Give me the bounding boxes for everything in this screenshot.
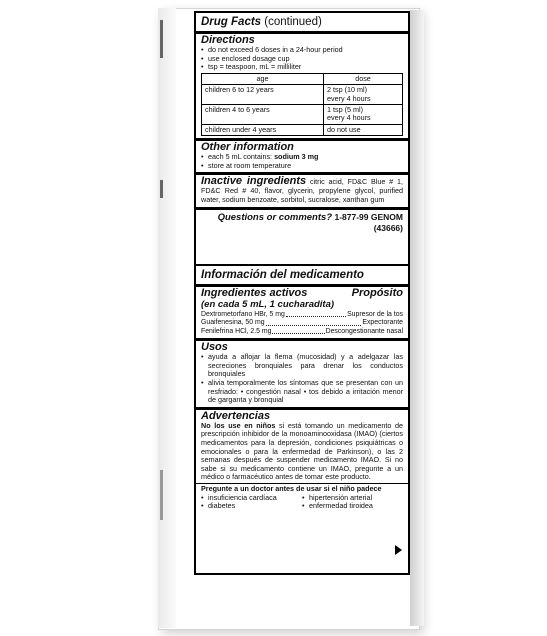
directions-heading: Directions (201, 34, 255, 46)
side-print-mark (160, 20, 163, 58)
side-print-mark (160, 180, 163, 198)
advertencias-section: Advertencias No los use en niños si está tomando un medicamento de prescripción inhibidor de la monoaminooxidasa (IMAO) (ciertos medicamentos para la depresión, condiciones psiquiátricas o emocionales o para la enfermedad de Parkinson), o las 2 semanas después de suspender medicamento IMAO. Si no sabe si su medicamento contiene un IMAO, pregunte a un médico o farmacéutico antes de tomar este producto. (201, 409, 403, 482)
pregunte-section: Pregunte a un doctor antes de usar si el niño padece • insuficiencia cardíaca • diabetes • hipertensión arterial • enfermedad tiroidea (196, 485, 408, 511)
table-row: children 4 to 6 years 1 tsp (5 ml) every 4 hours (202, 105, 403, 125)
directions-bullet: • do not exceed 6 doses in a 24-hour period (201, 46, 403, 55)
list-item: Dextrometorfano HBr, 5 mg Supresor de la tos (201, 311, 403, 318)
other-information-section: Other information • each 5 mL contains: sodium 3 mg • store at room temperature (196, 141, 408, 170)
list-item: Fenilefrina HCl, 2.5 mg Descongestionante nasal (201, 327, 403, 335)
directions-bullet: • tsp = teaspoon, mL = milliliter (201, 63, 403, 72)
drug-facts-panel (194, 11, 410, 267)
directions-section (196, 34, 408, 136)
list-item: Guaifenesina, 50 mg Expectorante (201, 319, 403, 327)
table-row: children 6 to 12 years 2 tsp (10 ml) every 4 hours (202, 85, 403, 105)
questions-line: Questions or comments? 1-877-99 GENOM (43666) (217, 211, 403, 233)
table-row: children under 4 years do not use (202, 124, 403, 135)
inactive-ingredients-section: Inactive ingredients citric acid, FD&C Blue # 1, FD&C Red # 40, flavor, glycerin, propylene glycol, purified water, sodium benzoate, sorbitol, sucralose, xanthan gum (201, 175, 403, 204)
ingredientes-section: Ingredientes activos Propósito (en cada 5 mL, 1 cucharadita) Dextrometorfano HBr, 5 mg Supresor de la tos Guaifenesina, 50 mg Expectorante Fenilefrina HCl, 2.5 mg Descongestionante nasal (201, 287, 403, 335)
informacion-panel (194, 264, 410, 575)
usos-section: Usos • ayuda a aflojar la flema (mucosidad) y a adelgazar las secreciones bronquiales para drenar los conductos bronquiales • alivia temporalmente los síntomas que se presentan con un resfriado: • congestión nasal • tos debido a irritación menor de garganta y bronquial (196, 341, 408, 405)
dosage-table: age dose children 6 to 12 years 2 tsp (10 ml) every 4 hours children 4 to 6 years 1 tsp (5 ml) every 4 hours children under 4 years do not use (201, 73, 403, 136)
continue-arrow-icon (395, 545, 402, 555)
informacion-title: Información del medicamento (201, 269, 364, 281)
side-print-mark (160, 470, 163, 520)
directions-bullet: • use enclosed dosage cup (201, 55, 403, 64)
drug-facts-title: Drug Facts (continued) (201, 16, 322, 28)
box-right-shade (410, 10, 424, 626)
box-side-edge (158, 8, 176, 628)
